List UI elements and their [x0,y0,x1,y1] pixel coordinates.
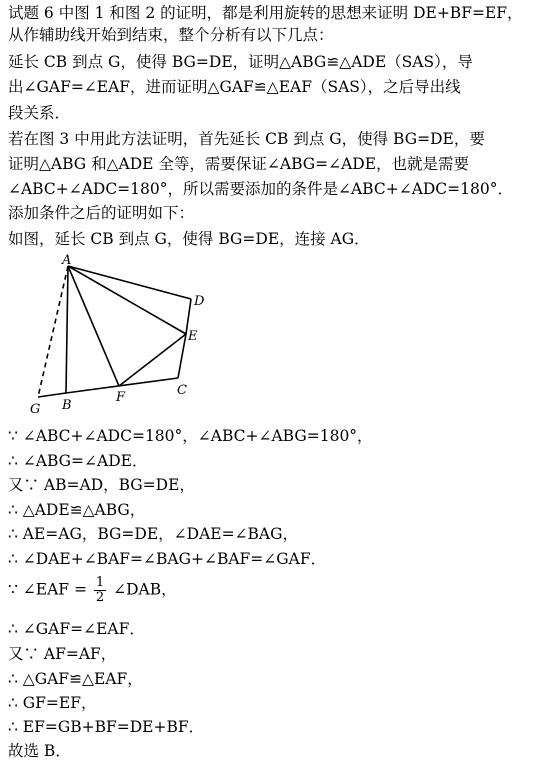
proof-line-7 [8,576,177,605]
intro-line-3: 延长 CB 到点 G，使得 BG=DE，证明△ABG≌△ADE（SAS），导 [8,53,473,71]
intro-line-2: 从作辅助线开始到结束，整个分析有以下几点： [8,26,334,44]
proof-line-11: ∴ GF=EF， [8,694,97,712]
proof-line-8: ∴ ∠GAF=∠EAF． [8,620,145,638]
label-d: D [194,294,205,309]
proof-line-7-suffix: ∠DAB， [113,580,177,599]
proof-line-13: 故选 B． [8,742,71,760]
proof-line-6: ∴ ∠DAE+∠BAF=∠BAG+∠BAF=∠GAF． [8,550,327,568]
intro-line-4: 出∠GAF=∠EAF，进而证明△GAF≌△EAF（SAS），之后导出线 [8,78,461,96]
proof-line-2: ∴ ∠ABG=∠ADE． [8,452,148,470]
proof-line-9: 又∵ AF=AF， [8,645,117,663]
label-b: B [62,398,72,413]
segment-bg [38,393,66,397]
segment-ag [38,266,68,397]
proof-line-5: ∴ AE=AG，BG=DE，∠DAE=∠BAG， [8,525,299,543]
segment-af [68,266,119,386]
intro-line-7: 证明△ABG 和△ADE 全等，需要保证∠ABG=∠ADE，也就是需要 [8,155,470,173]
intro-line-5: 段关系． [8,104,71,122]
segment-ab [66,266,68,393]
proof-line-1: ∵ ∠ABC+∠ADC=180°，∠ABC+∠ABG=180°， [8,427,373,445]
fraction-denominator: 2 [95,590,105,605]
label-g: G [30,402,41,414]
proof-line-12: ∴ EF=GB+BF=DE+BF． [8,718,205,736]
geometry-figure [22,254,222,414]
intro-line-1: 试题 6 中图 1 和图 2 的证明，都是利用旋转的思想来证明 DE+BF=EF， [8,4,523,22]
label-f: F [116,390,126,405]
proof-line-10: ∴ △GAF≌△EAF， [8,670,143,688]
fraction-numerator: 1 [95,575,105,590]
fraction-one-half [94,576,106,605]
proof-line-7-prefix: ∵ ∠EAF = [8,580,87,599]
segment-ec [178,334,186,378]
label-e: E [188,329,198,344]
label-a: A [62,254,72,268]
label-c: C [177,383,187,398]
intro-line-8: ∠ABC+∠ADC=180°，所以需要添加的条件是∠ABC+∠ADC=180°． [8,180,513,198]
intro-line-6: 若在图 3 中用此方法证明，首先延长 CB 到点 G，使得 BG=DE，要 [8,130,485,148]
intro-line-10: 如图，延长 CB 到点 G，使得 BG=DE，连接 AG． [8,230,370,248]
proof-line-3: 又∵ AB=AD，BG=DE， [8,476,195,494]
segment-ad [68,266,191,299]
segment-ae [68,266,186,334]
proof-line-4: ∴ △ADE≌△ABG， [8,501,146,519]
intro-line-9: 添加条件之后的证明如下： [8,204,195,222]
